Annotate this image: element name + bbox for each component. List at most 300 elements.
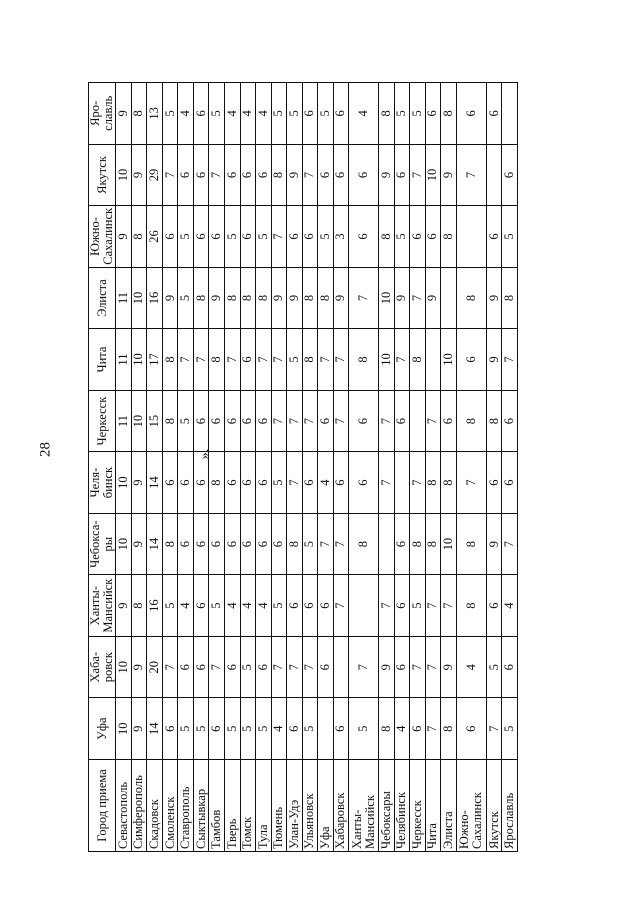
table-cell: [486, 144, 502, 206]
table-cell: 5: [162, 575, 178, 637]
table-cell: 14: [147, 513, 163, 575]
table-row: [240, 83, 256, 852]
table-cell: 5: [178, 206, 194, 268]
table-cell: 11: [116, 267, 132, 329]
table-cell: 7: [441, 575, 457, 637]
table-cell: 8: [379, 698, 395, 760]
table-row: [224, 83, 240, 852]
row-city-cell: Севастополь: [116, 760, 132, 852]
table-cell: 4: [178, 575, 194, 637]
table-cell: 10: [116, 452, 132, 514]
table-cell: 6: [193, 452, 209, 514]
table-cell: 9: [441, 636, 457, 698]
travel-days-table: [88, 82, 518, 852]
table-cell: 8: [209, 452, 225, 514]
table-cell: 9: [116, 206, 132, 268]
table-cell: 6: [224, 390, 240, 452]
header-destination: Уфа: [89, 698, 116, 760]
table-cell: 6: [162, 206, 178, 268]
table-cell: 6: [349, 390, 379, 452]
table-cell: 8: [456, 267, 486, 329]
table-cell: 6: [287, 575, 303, 637]
table-cell: 7: [209, 144, 225, 206]
row-city-cell: Ставрополь: [178, 760, 194, 852]
table-cell: 6: [240, 390, 256, 452]
table-cell: 13: [147, 83, 163, 145]
table-cell: 9: [209, 267, 225, 329]
table-cell: 6: [349, 144, 379, 206]
table-cell: 5: [302, 513, 318, 575]
table-cell: 7: [224, 329, 240, 391]
header-destination: Чита: [89, 329, 116, 391]
end-mark: ».: [197, 448, 213, 460]
table-cell: 6: [456, 83, 486, 145]
header-destination: Челя- бинск: [89, 452, 116, 514]
table-cell: 6: [193, 83, 209, 145]
table-cell: 4: [502, 575, 518, 637]
table-cell: 6: [502, 636, 518, 698]
table-cell: 6: [178, 144, 194, 206]
table-cell: 8: [441, 452, 457, 514]
table-row: [394, 83, 410, 852]
table-cell: 10: [116, 144, 132, 206]
table-row: [486, 83, 502, 852]
table-cell: 7: [502, 513, 518, 575]
table-row: [287, 83, 303, 852]
table-cell: 8: [256, 267, 272, 329]
table-cell: 7: [287, 390, 303, 452]
table-cell: 8: [131, 206, 147, 268]
table-cell: 5: [178, 267, 194, 329]
table-cell: 6: [178, 513, 194, 575]
table-cell: 8: [302, 267, 318, 329]
table-cell: 8: [162, 513, 178, 575]
header-destination: Черкесск: [89, 390, 116, 452]
table-cell: 6: [193, 513, 209, 575]
table-cell: 5: [162, 83, 178, 145]
table-row: [441, 83, 457, 852]
table-cell: 5: [486, 636, 502, 698]
table-cell: 5: [256, 206, 272, 268]
row-city-cell: Чита: [425, 760, 441, 852]
table-cell: 9: [379, 636, 395, 698]
table-cell: 5: [287, 329, 303, 391]
table-cell: 8: [441, 83, 457, 145]
table-cell: 7: [287, 636, 303, 698]
table-cell: 6: [240, 144, 256, 206]
table-cell: 8: [410, 513, 426, 575]
row-city-cell: Симферополь: [131, 760, 147, 852]
table-cell: 9: [379, 144, 395, 206]
table-cell: 7: [394, 329, 410, 391]
table-cell: 6: [256, 390, 272, 452]
table-cell: 4: [240, 83, 256, 145]
table-cell: 7: [318, 329, 334, 391]
header-destination: Ханты- Мансийск: [89, 575, 116, 637]
row-city-cell: Скадовск: [147, 760, 163, 852]
table-cell: 6: [333, 144, 349, 206]
table-cell: 8: [349, 329, 379, 391]
table-cell: 10: [441, 513, 457, 575]
table-cell: 16: [147, 575, 163, 637]
table-cell: 7: [333, 390, 349, 452]
table-cell: 6: [425, 83, 441, 145]
table-cell: 6: [162, 698, 178, 760]
table-cell: 5: [209, 83, 225, 145]
table-cell: 3: [333, 206, 349, 268]
table-cell: 8: [131, 83, 147, 145]
table-cell: 6: [224, 144, 240, 206]
table-cell: 6: [209, 206, 225, 268]
table-cell: 8: [318, 267, 334, 329]
table-cell: 6: [318, 144, 334, 206]
table-row: [302, 83, 318, 852]
table-cell: 7: [271, 390, 287, 452]
header-city: Город приема: [89, 760, 116, 852]
table-cell: 6: [240, 329, 256, 391]
table-cell: 6: [193, 206, 209, 268]
table-cell: 9: [486, 513, 502, 575]
table-cell: 10: [441, 329, 457, 391]
table-cell: 6: [333, 83, 349, 145]
table-cell: 8: [379, 206, 395, 268]
table-cell: 5: [410, 575, 426, 637]
row-city-cell: Смоленск: [162, 760, 178, 852]
table-cell: 7: [349, 267, 379, 329]
table-cell: 5: [224, 206, 240, 268]
table-cell: 7: [456, 452, 486, 514]
table-cell: 4: [178, 83, 194, 145]
table-cell: 6: [162, 452, 178, 514]
table-cell: 6: [486, 83, 502, 145]
table-cell: 7: [410, 267, 426, 329]
table-cell: 17: [147, 329, 163, 391]
table-cell: [425, 329, 441, 391]
table-cell: 6: [486, 206, 502, 268]
table-cell: 6: [209, 513, 225, 575]
table-cell: 6: [178, 636, 194, 698]
table-cell: 7: [193, 329, 209, 391]
table-cell: 6: [240, 452, 256, 514]
table-cell: 8: [456, 575, 486, 637]
table-cell: 7: [302, 636, 318, 698]
row-city-cell: Уфа: [318, 760, 334, 852]
table-cell: 4: [394, 698, 410, 760]
header-destination: Элиста: [89, 267, 116, 329]
table-cell: 9: [131, 144, 147, 206]
header-destination: Хаба- ровск: [89, 636, 116, 698]
table-cell: 6: [318, 390, 334, 452]
table-cell: 14: [147, 698, 163, 760]
table-cell: 6: [193, 390, 209, 452]
table-cell: 8: [441, 206, 457, 268]
table-cell: 6: [502, 452, 518, 514]
table-cell: 7: [410, 144, 426, 206]
table-cell: 8: [486, 390, 502, 452]
table-cell: 8: [502, 267, 518, 329]
table-cell: 8: [349, 513, 379, 575]
table-cell: 8: [193, 267, 209, 329]
table-cell: 10: [116, 698, 132, 760]
table-row: [147, 83, 163, 852]
table-cell: 9: [131, 513, 147, 575]
table-cell: 4: [349, 83, 379, 145]
row-city-cell: Тюмень: [271, 760, 287, 852]
table-cell: [349, 575, 379, 637]
table-cell: 16: [147, 267, 163, 329]
table-cell: 9: [425, 267, 441, 329]
page-number: 28: [37, 442, 54, 457]
table-row: [256, 83, 272, 852]
table-cell: 6: [349, 452, 379, 514]
table-row: [379, 83, 395, 852]
table-cell: 6: [394, 390, 410, 452]
table-cell: 9: [394, 267, 410, 329]
table-cell: 7: [287, 452, 303, 514]
table-cell: 7: [410, 636, 426, 698]
table-cell: [379, 513, 395, 575]
table-body: [116, 83, 518, 852]
row-city-cell: Хабаровск: [333, 760, 349, 852]
table-cell: 5: [394, 206, 410, 268]
table-cell: 4: [240, 575, 256, 637]
table-cell: 9: [441, 144, 457, 206]
table-cell: 6: [287, 206, 303, 268]
table-cell: 7: [318, 513, 334, 575]
table-cell: 7: [162, 636, 178, 698]
table-cell: 8: [162, 329, 178, 391]
table-row: [425, 83, 441, 852]
table-cell: 5: [240, 636, 256, 698]
table-cell: 7: [333, 513, 349, 575]
table-cell: 6: [502, 390, 518, 452]
table-cell: 6: [240, 513, 256, 575]
table-cell: 7: [379, 452, 395, 514]
table-row: [162, 83, 178, 852]
table-cell: 7: [379, 390, 395, 452]
row-city-cell: Тверь: [224, 760, 240, 852]
table-cell: 6: [486, 575, 502, 637]
table-cell: 7: [162, 144, 178, 206]
table-cell: 7: [178, 329, 194, 391]
table-cell: 7: [209, 636, 225, 698]
table-cell: [441, 267, 457, 329]
table-cell: 6: [441, 390, 457, 452]
table-cell: 7: [333, 329, 349, 391]
table-cell: 6: [302, 575, 318, 637]
table-cell: 6: [224, 636, 240, 698]
table-cell: 8: [271, 144, 287, 206]
table-cell: 5: [394, 83, 410, 145]
table-cell: 29: [147, 144, 163, 206]
table-cell: 7: [425, 698, 441, 760]
table-cell: 6: [486, 452, 502, 514]
table-cell: 5: [410, 83, 426, 145]
table-cell: 9: [287, 267, 303, 329]
table-cell: 5: [349, 698, 379, 760]
table-row: [116, 83, 132, 852]
table-row: [131, 83, 147, 852]
table-cell: 8: [456, 513, 486, 575]
table-cell: 5: [178, 698, 194, 760]
table-cell: 7: [349, 636, 379, 698]
table-cell: 14: [147, 452, 163, 514]
table-cell: 15: [147, 390, 163, 452]
table-row: [456, 83, 486, 852]
table-cell: 5: [240, 698, 256, 760]
table-cell: 26: [147, 206, 163, 268]
row-city-cell: Тамбов: [209, 760, 225, 852]
table-cell: 6: [209, 390, 225, 452]
rotated-table-container: [88, 82, 518, 852]
table-cell: 7: [302, 390, 318, 452]
table-cell: 4: [271, 698, 287, 760]
table-cell: 8: [240, 267, 256, 329]
table-row: [410, 83, 426, 852]
table-cell: 20: [147, 636, 163, 698]
table-cell: 6: [271, 513, 287, 575]
table-cell: 5: [271, 83, 287, 145]
table-cell: 6: [256, 636, 272, 698]
table-cell: 6: [394, 144, 410, 206]
table-row: [209, 83, 225, 852]
row-city-cell: Тула: [256, 760, 272, 852]
table-cell: [318, 698, 334, 760]
table-cell: 5: [318, 206, 334, 268]
table-row: [333, 83, 349, 852]
row-city-cell: Южно- Сахалинск: [456, 760, 486, 852]
table-row: [193, 83, 209, 852]
table-cell: 7: [425, 390, 441, 452]
table-cell: 7: [271, 329, 287, 391]
row-city-cell: Челябинск: [394, 760, 410, 852]
table-header-row: [89, 83, 116, 852]
table-cell: 6: [224, 452, 240, 514]
table-cell: 11: [116, 390, 132, 452]
table-cell: 4: [224, 83, 240, 145]
table-cell: 9: [116, 83, 132, 145]
table-cell: 9: [162, 267, 178, 329]
table-cell: 7: [379, 575, 395, 637]
table-cell: 7: [271, 636, 287, 698]
table-cell: 6: [318, 636, 334, 698]
table-cell: 6: [333, 698, 349, 760]
table-cell: 4: [256, 83, 272, 145]
row-city-cell: Черкесск: [410, 760, 426, 852]
table-cell: 7: [502, 329, 518, 391]
table-row: [178, 83, 194, 852]
table-cell: 9: [486, 267, 502, 329]
table-cell: 6: [193, 575, 209, 637]
table-cell: 6: [425, 206, 441, 268]
table-cell: 10: [425, 144, 441, 206]
table-cell: 4: [256, 575, 272, 637]
table-cell: 10: [379, 267, 395, 329]
table-cell: 6: [502, 144, 518, 206]
row-city-cell: Ханты- Мансийск: [349, 760, 379, 852]
table-cell: 7: [333, 575, 349, 637]
table-cell: 4: [224, 575, 240, 637]
table-cell: 6: [209, 698, 225, 760]
table-cell: 10: [116, 636, 132, 698]
table-cell: 9: [131, 698, 147, 760]
header-destination: Южно- Сахалинск: [89, 206, 116, 268]
table-cell: 7: [256, 329, 272, 391]
table-cell: 7: [486, 698, 502, 760]
table-cell: 8: [302, 329, 318, 391]
table-cell: [502, 83, 518, 145]
table-cell: 10: [131, 329, 147, 391]
table-cell: 8: [224, 267, 240, 329]
table-cell: 6: [394, 575, 410, 637]
table-cell: 5: [178, 390, 194, 452]
table-cell: 6: [394, 636, 410, 698]
table-cell: 9: [287, 144, 303, 206]
table-cell: [410, 390, 426, 452]
table-cell: 9: [333, 267, 349, 329]
table-cell: 10: [131, 390, 147, 452]
table-cell: 4: [456, 636, 486, 698]
table-cell: 8: [410, 329, 426, 391]
table-cell: 10: [379, 329, 395, 391]
table-cell: 9: [486, 329, 502, 391]
row-city-cell: Сыктывкар: [193, 760, 209, 852]
table-cell: 6: [394, 513, 410, 575]
row-city-cell: Томск: [240, 760, 256, 852]
table-cell: 8: [162, 390, 178, 452]
table-cell: 5: [502, 698, 518, 760]
table-cell: 7: [302, 144, 318, 206]
table-cell: 6: [193, 144, 209, 206]
row-city-cell: Чебоксары: [379, 760, 395, 852]
table-cell: 8: [131, 575, 147, 637]
table-cell: 5: [209, 575, 225, 637]
table-cell: [333, 636, 349, 698]
table-cell: 5: [256, 698, 272, 760]
table-cell: 6: [456, 698, 486, 760]
table-cell: 8: [441, 698, 457, 760]
table-cell: 6: [410, 698, 426, 760]
row-city-cell: Элиста: [441, 760, 457, 852]
table-cell: 6: [240, 206, 256, 268]
table-cell: 5: [224, 698, 240, 760]
table-row: [318, 83, 334, 852]
table-cell: 7: [410, 452, 426, 514]
header-destination: Якутск: [89, 144, 116, 206]
row-city-cell: Якутск: [486, 760, 502, 852]
table-cell: 5: [502, 206, 518, 268]
table-cell: 6: [302, 206, 318, 268]
table-cell: 8: [379, 83, 395, 145]
table-cell: 8: [456, 390, 486, 452]
table-cell: 8: [425, 452, 441, 514]
table-cell: 6: [318, 575, 334, 637]
row-city-cell: Ульяновск: [302, 760, 318, 852]
table-cell: 6: [410, 206, 426, 268]
table-cell: 6: [302, 452, 318, 514]
table-cell: 7: [456, 144, 486, 206]
table-cell: 6: [349, 206, 379, 268]
table-cell: 6: [224, 513, 240, 575]
table-cell: 10: [131, 267, 147, 329]
table-cell: 7: [425, 575, 441, 637]
table-cell: 5: [271, 452, 287, 514]
table-cell: 6: [456, 329, 486, 391]
table-cell: 5: [318, 83, 334, 145]
table-cell: 8: [209, 329, 225, 391]
table-cell: 6: [302, 83, 318, 145]
table-cell: 8: [425, 513, 441, 575]
